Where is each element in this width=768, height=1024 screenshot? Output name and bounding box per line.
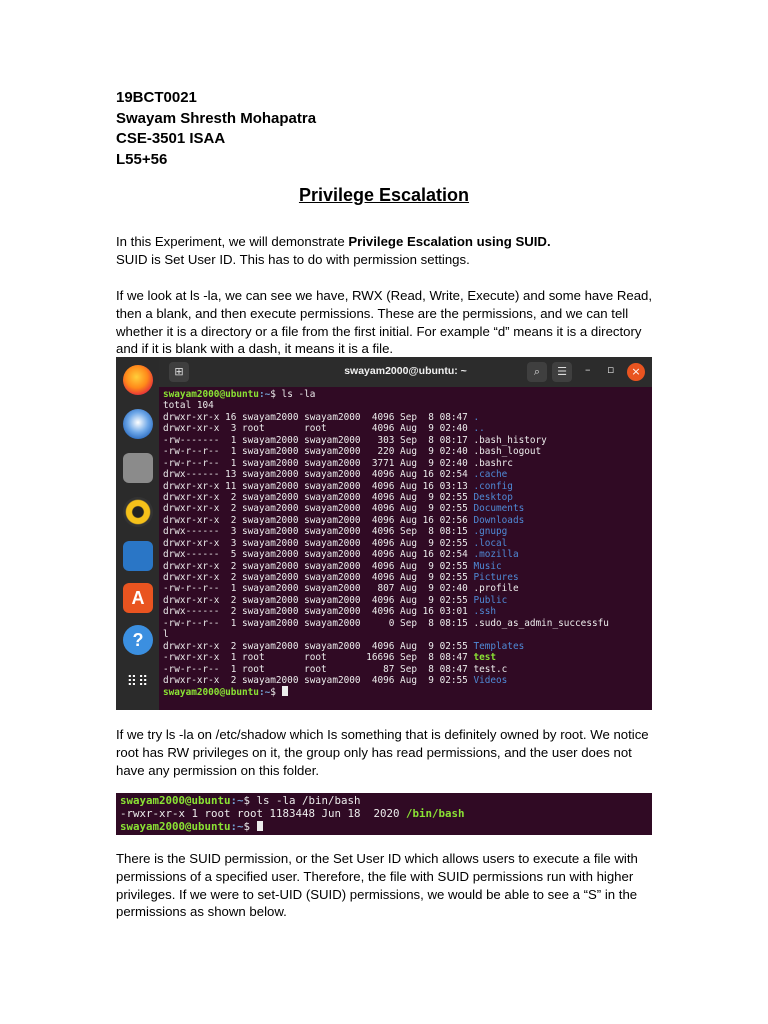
ubuntu-dock xyxy=(116,357,159,710)
document-header xyxy=(116,88,316,170)
listing-row xyxy=(163,618,649,629)
prompt-path: :~ xyxy=(230,794,244,807)
output-permissions: -rwxr-xr-x 1 root root 1183448 Jun 18 2020 xyxy=(120,807,407,820)
row-filename: . xyxy=(473,411,480,423)
listing-row xyxy=(163,675,649,686)
terminal-title: swayam2000@ubuntu: ~ xyxy=(344,365,467,377)
files-icon[interactable] xyxy=(123,453,153,483)
row-details: drwx------ 3 swayam2000 swayam2000 4096 Sep 8 08:15 xyxy=(163,526,474,538)
thunderbird-icon[interactable] xyxy=(123,409,153,439)
row-details: drwxr-xr-x 2 swayam2000 swayam2000 4096 Aug 16 02:56 xyxy=(163,514,474,526)
listing-row xyxy=(163,423,649,434)
search-icon[interactable]: ⌕ xyxy=(527,362,547,382)
row-filename: .sudo_as_admin_successfu xyxy=(473,617,609,629)
listing-row xyxy=(163,469,649,480)
row-details: drwxr-xr-x 2 swayam2000 swayam2000 4096 Aug 9 02:55 xyxy=(163,572,474,583)
intro-paragraph xyxy=(116,233,656,269)
command-text: ls -la /bin/bash xyxy=(256,794,361,807)
command-text: ls -la xyxy=(281,389,316,400)
prompt-symbol: $ xyxy=(243,794,257,807)
row-filename: Downloads xyxy=(473,514,525,526)
row-filename: .bash_logout xyxy=(473,446,542,458)
row-details: -rw-r--r-- 1 swayam2000 swayam2000 0 Sep 8 08:15 xyxy=(163,617,474,629)
row-details: drwx------ 13 swayam2000 swayam2000 4096 Aug 16 02:54 xyxy=(163,469,474,481)
listing-row xyxy=(163,549,649,560)
row-filename: .bashrc xyxy=(473,457,513,469)
student-name: Swayam Shresth Mohapatra xyxy=(116,109,317,127)
row-details: -rwxr-xr-x 1 root root 16696 Sep 8 08:47 xyxy=(163,652,474,664)
intro-bold-text: Privilege Escalation using SUID. xyxy=(348,234,551,249)
row-filename: Public xyxy=(473,594,508,606)
terminal-screenshot xyxy=(116,357,652,710)
listing-row xyxy=(163,561,649,572)
row-filename: Pictures xyxy=(473,572,519,583)
command-line xyxy=(120,794,465,807)
row-details: drwxr-xr-x 2 swayam2000 swayam2000 4096 Aug 9 02:55 xyxy=(163,640,474,652)
prompt-symbol: $ xyxy=(270,389,282,400)
terminal-cursor xyxy=(282,686,288,696)
apps-grid-icon[interactable]: ⠿⠿ xyxy=(126,673,150,689)
row-filename: .local xyxy=(473,537,508,549)
row-details: drwxr-xr-x 11 swayam2000 swayam2000 4096 Aug 16 03:13 xyxy=(163,480,474,492)
prompt-user: swayam2000@ubuntu xyxy=(163,687,259,699)
prompt-path: :~ xyxy=(258,389,271,400)
row-details: -rw-r--r-- 1 swayam2000 swayam2000 220 Aug 9 02:40 xyxy=(163,446,474,458)
listing-row xyxy=(163,515,649,526)
help-icon[interactable]: ? xyxy=(123,625,153,655)
rhythmbox-icon[interactable] xyxy=(123,497,153,527)
row-details: -rw------- 1 swayam2000 swayam2000 303 Sep 8 08:17 xyxy=(163,434,474,446)
row-details: drwxr-xr-x 2 swayam2000 swayam2000 4096 Aug 9 02:55 xyxy=(163,594,474,606)
terminal2-output xyxy=(120,794,465,833)
row-details: -rw-r--r-- 1 swayam2000 swayam2000 3771 Aug 9 02:40 xyxy=(163,457,474,469)
row-filename: .profile xyxy=(473,583,519,595)
listing-row xyxy=(163,446,649,457)
listing-row xyxy=(163,481,649,492)
listing-row xyxy=(163,526,649,537)
writer-icon[interactable] xyxy=(123,541,153,571)
row-details: drwxr-xr-x 3 root root 4096 Aug 9 02:40 xyxy=(163,423,474,435)
shadow-paragraph: If we try ls -la on /etc/shadow which Is something that is definitely owned by root. We notice root has RW privileges on it, the group only has read permissions, and the user does not have any permission on this folder. xyxy=(116,727,649,778)
listing-row xyxy=(163,458,649,469)
row-details: l xyxy=(163,629,169,641)
row-details: -rw-r--r-- 1 root root 87 Sep 8 08:47 xyxy=(163,663,474,675)
row-details: drwxr-xr-x 16 swayam2000 swayam2000 4096 Sep 8 08:47 xyxy=(163,411,474,423)
prompt-symbol: $ xyxy=(270,687,282,699)
row-details: drwxr-xr-x 3 swayam2000 swayam2000 4096 Aug 9 02:55 xyxy=(163,537,474,549)
output-line xyxy=(120,807,465,820)
row-filename: .gnupg xyxy=(473,526,508,538)
listing-row xyxy=(163,503,649,514)
row-filename: .. xyxy=(473,423,485,435)
prompt-user: swayam2000@ubuntu xyxy=(120,820,231,833)
listing-row xyxy=(163,412,649,423)
new-tab-icon[interactable]: ⊞ xyxy=(169,362,189,382)
listing-row xyxy=(163,629,649,640)
prompt-symbol: $ xyxy=(243,820,257,833)
terminal-output xyxy=(163,389,649,698)
final-prompt-line xyxy=(120,820,465,833)
row-filename: .mozilla xyxy=(473,549,519,561)
command-line xyxy=(163,389,649,400)
course-code: CSE-3501 ISAA xyxy=(116,130,226,147)
listing-row xyxy=(163,583,649,594)
prompt-user: swayam2000@ubuntu xyxy=(163,389,259,400)
firefox-icon[interactable] xyxy=(123,365,153,395)
software-icon[interactable]: A xyxy=(123,583,153,613)
row-filename: Music xyxy=(473,560,502,572)
row-details: drwxr-xr-x 2 swayam2000 swayam2000 4096 Aug 9 02:55 xyxy=(163,674,474,686)
listing-row xyxy=(163,595,649,606)
row-filename: Videos xyxy=(473,674,508,686)
listing-row xyxy=(163,435,649,446)
terminal-screenshot-bash xyxy=(116,793,652,835)
row-filename: Desktop xyxy=(473,491,513,503)
prompt-path: :~ xyxy=(258,687,271,699)
lab-slot: L55+56 xyxy=(116,150,168,168)
listing-row xyxy=(163,606,649,617)
output-filename: /bin/bash xyxy=(406,807,465,820)
row-details: -rw-r--r-- 1 swayam2000 swayam2000 807 Aug 9 02:40 xyxy=(163,583,474,595)
row-filename: test.c xyxy=(473,663,508,675)
row-filename: .cache xyxy=(473,469,508,481)
final-prompt-line xyxy=(163,686,649,697)
terminal-titlebar xyxy=(159,357,652,387)
row-details: drwx------ 2 swayam2000 swayam2000 4096 Aug 16 03:01 xyxy=(163,606,474,618)
row-filename: test xyxy=(473,652,497,664)
row-filename: Documents xyxy=(473,503,525,515)
total-line: total 104 xyxy=(163,400,214,412)
row-filename: .config xyxy=(473,480,513,492)
row-filename: Templates xyxy=(473,640,525,652)
row-details: drwx------ 5 swayam2000 swayam2000 4096 Aug 16 02:54 xyxy=(163,549,474,561)
student-id: 19BCT0021 xyxy=(116,89,197,106)
suid-definition: SUID is Set User ID. This has to do with permission settings. xyxy=(116,251,470,267)
listing-row xyxy=(163,652,649,663)
prompt-path: :~ xyxy=(230,820,244,833)
row-filename: .bash_history xyxy=(473,434,547,446)
close-button[interactable]: × xyxy=(627,363,645,381)
intro-text: In this Experiment, we will demonstrate xyxy=(116,234,349,249)
maximize-button[interactable]: ▫ xyxy=(607,363,615,376)
listing-rows xyxy=(163,412,649,687)
permissions-paragraph: If we look at ls -la, we can see we have, RWX (Read, Write, Execute) and some have Read, then a blank, and then execute permissions. These are the permissions, and we can tell whether it is a directory or a file from the first initial. For example “d” means it is a directory and if it is blank with a dash, it means it is a file. xyxy=(116,288,653,357)
listing-row xyxy=(163,641,649,652)
prompt-user: swayam2000@ubuntu xyxy=(120,794,231,807)
terminal-cursor xyxy=(257,821,263,831)
listing-row xyxy=(163,572,649,583)
listing-row xyxy=(163,664,649,675)
suid-paragraph: There is the SUID permission, or the Set User ID which allows users to execute a file with permissions of a specified user. Therefore, the file with SUID permissions run with higher privileges. If we were to set-UID (SUID) permissions, we would be able to see a “S” in the permissions as shown below. xyxy=(116,851,638,920)
row-details: drwxr-xr-x 2 swayam2000 swayam2000 4096 Aug 9 02:55 xyxy=(163,503,474,515)
menu-icon[interactable]: ☰ xyxy=(552,362,572,382)
minimize-button[interactable]: – xyxy=(585,363,591,376)
listing-row xyxy=(163,492,649,503)
row-details: drwxr-xr-x 2 swayam2000 swayam2000 4096 Aug 9 02:55 xyxy=(163,560,474,572)
row-details: drwxr-xr-x 2 swayam2000 swayam2000 4096 Aug 9 02:55 xyxy=(163,491,474,503)
row-filename: .ssh xyxy=(473,606,497,618)
document-title: Privilege Escalation xyxy=(298,185,470,205)
listing-row xyxy=(163,538,649,549)
